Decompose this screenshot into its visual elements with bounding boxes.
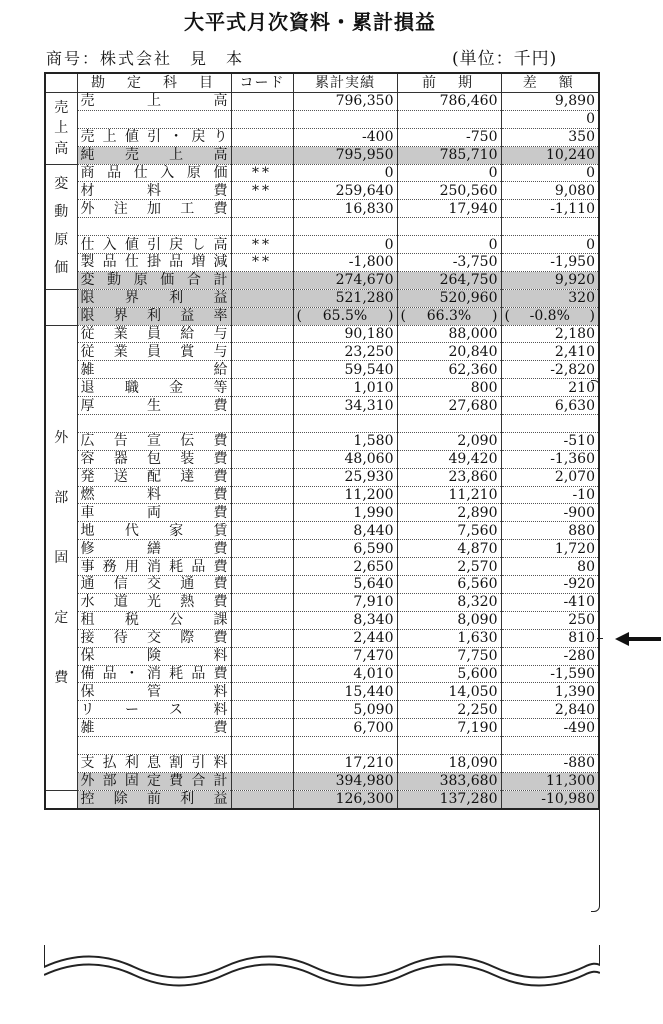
diff-value: 1,720 [501, 540, 599, 558]
table-row [45, 611, 599, 629]
actual-value: 4,010 [293, 665, 397, 683]
account-code [231, 772, 293, 790]
actual-value: 521,280 [293, 289, 397, 307]
prior-value: 49,420 [397, 450, 501, 468]
table-row [45, 415, 599, 433]
account-name [77, 737, 231, 755]
diff-value: -10,980 [501, 790, 599, 808]
prior-value: 2,890 [397, 504, 501, 522]
table-row [45, 307, 599, 325]
prior-value: -3,750 [397, 254, 501, 272]
diff-value-text: -0.8% [529, 308, 570, 325]
diff-value: 2,840 [501, 701, 599, 719]
account-name: 変動原価合計 [77, 271, 231, 289]
prior-value: ( 66.3% ) [397, 307, 501, 325]
account-code [231, 415, 293, 433]
account-code [231, 558, 293, 576]
account-name: 材料費 [77, 182, 231, 200]
account-code: ** [231, 236, 293, 254]
account-code [231, 611, 293, 629]
header-diff: 差 額 [501, 73, 599, 93]
account-code: ** [231, 164, 293, 182]
diff-value: -880 [501, 754, 599, 772]
diff-value: 11,300 [501, 772, 599, 790]
prior-value: 383,680 [397, 772, 501, 790]
account-code [231, 719, 293, 737]
diff-value: 0 [501, 110, 599, 128]
diff-value [501, 415, 599, 433]
actual-value: 5,090 [293, 701, 397, 719]
actual-value: 11,200 [293, 486, 397, 504]
actual-value: ( 65.5% ) [293, 307, 397, 325]
actual-value: 15,440 [293, 683, 397, 701]
actual-value: 126,300 [293, 790, 397, 808]
prior-value: 7,560 [397, 522, 501, 540]
prior-value: 800 [397, 379, 501, 397]
table-row [45, 164, 599, 182]
actual-value: 2,650 [293, 558, 397, 576]
account-code [231, 486, 293, 504]
diff-value: 880 [501, 522, 599, 540]
prior-value: 8,320 [397, 593, 501, 611]
account-name: 従業員賞与 [77, 343, 231, 361]
actual-value: 17,210 [293, 754, 397, 772]
prior-value: 520,960 [397, 289, 501, 307]
table-row [45, 289, 599, 307]
account-name: 水道光熱費 [77, 593, 231, 611]
actual-value: 7,910 [293, 593, 397, 611]
actual-value: 90,180 [293, 325, 397, 343]
prior-value: 7,750 [397, 647, 501, 665]
account-name: 燃料費 [77, 486, 231, 504]
account-code [231, 522, 293, 540]
table-row [45, 504, 599, 522]
actual-value: 795,950 [293, 146, 397, 164]
account-name: 備品・消耗品費 [77, 665, 231, 683]
prior-value: 2,570 [397, 558, 501, 576]
header-code: コード [231, 73, 293, 93]
account-name: 製品仕掛品増減 [77, 254, 231, 272]
account-name: 外部固定費合計 [77, 772, 231, 790]
table-row [45, 128, 599, 146]
diff-value: 320 [501, 289, 599, 307]
prior-value: 5,600 [397, 665, 501, 683]
table-row [45, 146, 599, 164]
company-name: 商号：株式会社 見 本 [46, 49, 245, 68]
diff-value: 6,630 [501, 397, 599, 415]
prior-value: -750 [397, 128, 501, 146]
actual-value: 34,310 [293, 397, 397, 415]
actual-value: 5,640 [293, 576, 397, 594]
account-code [231, 665, 293, 683]
account-name: 接待交際費 [77, 629, 231, 647]
actual-value: 16,830 [293, 200, 397, 218]
diff-value: 1,390 [501, 683, 599, 701]
table-row [45, 361, 599, 379]
account-code [231, 540, 293, 558]
diff-value: -490 [501, 719, 599, 737]
actual-value: 1,010 [293, 379, 397, 397]
diff-value: -1,110 [501, 200, 599, 218]
account-name: 地代家賃 [77, 522, 231, 540]
left-arrow-icon [615, 629, 661, 649]
table-row [45, 182, 599, 200]
actual-value: 8,440 [293, 522, 397, 540]
table-row [45, 593, 599, 611]
diff-value: -1,590 [501, 665, 599, 683]
account-name: 売上高 [77, 93, 231, 111]
account-name: 租税公課 [77, 611, 231, 629]
account-code [231, 450, 293, 468]
account-code [231, 647, 293, 665]
actual-value: 796,350 [293, 93, 397, 111]
prior-value: 785,710 [397, 146, 501, 164]
diff-value: 9,890 [501, 93, 599, 111]
diff-value: 250 [501, 611, 599, 629]
actual-value: 274,670 [293, 271, 397, 289]
table-row [45, 343, 599, 361]
actual-value: 1,580 [293, 432, 397, 450]
account-name: 修繕費 [77, 540, 231, 558]
diff-value: 2,180 [501, 325, 599, 343]
actual-value [293, 110, 397, 128]
account-name: 純売上高 [77, 146, 231, 164]
prior-value: 264,750 [397, 271, 501, 289]
table-row [45, 432, 599, 450]
account-code [231, 146, 293, 164]
account-code [231, 790, 293, 808]
diff-value: 0 [501, 164, 599, 182]
prior-value: 88,000 [397, 325, 501, 343]
account-name: 限界利益 [77, 289, 231, 307]
actual-value: 6,700 [293, 719, 397, 737]
table-row [45, 754, 599, 772]
diff-value: 10,240 [501, 146, 599, 164]
actual-value [293, 415, 397, 433]
diff-value: ( -0.8% ) [501, 307, 599, 325]
actual-value: 1,990 [293, 504, 397, 522]
right-brace-icon [591, 380, 600, 912]
account-name: 厚生費 [77, 397, 231, 415]
prior-value: 18,090 [397, 754, 501, 772]
prior-value: 2,250 [397, 701, 501, 719]
actual-value: -1,800 [293, 254, 397, 272]
table-row [45, 379, 599, 397]
account-name: 外注加工費 [77, 200, 231, 218]
account-code [231, 593, 293, 611]
actual-value: 259,640 [293, 182, 397, 200]
table-row [45, 665, 599, 683]
table-row [45, 683, 599, 701]
account-code [231, 737, 293, 755]
actual-value: 25,930 [293, 468, 397, 486]
account-name: 売上値引・戻り [77, 128, 231, 146]
actual-value: 7,470 [293, 647, 397, 665]
prior-value [397, 415, 501, 433]
diff-value: -920 [501, 576, 599, 594]
account-name: 商品仕入原価 [77, 164, 231, 182]
diff-value: 9,920 [501, 271, 599, 289]
actual-value: -400 [293, 128, 397, 146]
account-code [231, 307, 293, 325]
actual-value [293, 737, 397, 755]
profit-loss-table [44, 72, 600, 810]
diff-value: 2,070 [501, 468, 599, 486]
account-name [77, 415, 231, 433]
prior-value: 27,680 [397, 397, 501, 415]
prior-value: 250,560 [397, 182, 501, 200]
table-row [45, 254, 599, 272]
section-label: 外 部 固 定 費 [45, 325, 77, 790]
actual-value: 59,540 [293, 361, 397, 379]
table-row [45, 576, 599, 594]
diff-value: -10 [501, 486, 599, 504]
actual-value-text: 65.5% [322, 308, 368, 325]
prior-value: 0 [397, 236, 501, 254]
table-row [45, 629, 599, 647]
page-title: 大平式月次資料・累計損益 [184, 10, 436, 34]
account-code: ** [231, 182, 293, 200]
account-name: 車両費 [77, 504, 231, 522]
account-code [231, 361, 293, 379]
account-name: 保険料 [77, 647, 231, 665]
account-code [231, 271, 293, 289]
account-code [231, 397, 293, 415]
prior-value: 4,870 [397, 540, 501, 558]
prior-value: 6,560 [397, 576, 501, 594]
account-name: 限界利益率 [77, 307, 231, 325]
header-row [45, 73, 599, 93]
account-name: 通信交通費 [77, 576, 231, 594]
table-row [45, 397, 599, 415]
account-code [231, 289, 293, 307]
account-name: 広告宣伝費 [77, 432, 231, 450]
account-code [231, 325, 293, 343]
section-label [45, 790, 77, 808]
account-name: 保管料 [77, 683, 231, 701]
account-code [231, 683, 293, 701]
table-row [45, 110, 599, 128]
diff-value [501, 737, 599, 755]
table-body [45, 93, 599, 809]
account-name [77, 110, 231, 128]
account-code [231, 629, 293, 647]
account-code [231, 576, 293, 594]
diff-value: 810 [501, 629, 599, 647]
account-code [231, 379, 293, 397]
actual-value: 48,060 [293, 450, 397, 468]
table-row [45, 719, 599, 737]
diff-value: -900 [501, 504, 599, 522]
prior-value [397, 218, 501, 236]
account-code [231, 128, 293, 146]
table-row [45, 218, 599, 236]
account-name: 雑給 [77, 361, 231, 379]
unit-label: (単位：千円) [452, 49, 558, 69]
account-code [231, 468, 293, 486]
table-row [45, 558, 599, 576]
actual-value: 0 [293, 236, 397, 254]
account-name: リース料 [77, 701, 231, 719]
diff-value: 80 [501, 558, 599, 576]
header-prior: 前 期 [397, 73, 501, 93]
right-brace-tip [597, 638, 603, 639]
prior-value: 1,630 [397, 629, 501, 647]
prior-value: 2,090 [397, 432, 501, 450]
account-code [231, 93, 293, 111]
actual-value: 0 [293, 164, 397, 182]
account-code: ** [231, 254, 293, 272]
prior-value: 62,360 [397, 361, 501, 379]
account-code [231, 218, 293, 236]
actual-value: 2,440 [293, 629, 397, 647]
actual-value: 23,250 [293, 343, 397, 361]
prior-value: 137,280 [397, 790, 501, 808]
prior-value-text: 66.3% [426, 308, 472, 325]
table-row [45, 325, 599, 343]
table-row [45, 468, 599, 486]
diff-value: 350 [501, 128, 599, 146]
table-row [45, 486, 599, 504]
table-row [45, 450, 599, 468]
prior-value: 17,940 [397, 200, 501, 218]
diff-value: 0 [501, 236, 599, 254]
account-name [77, 218, 231, 236]
section-label [45, 289, 77, 325]
account-code [231, 200, 293, 218]
account-name: 退職金等 [77, 379, 231, 397]
header-account: 勘 定 科 目 [77, 73, 231, 93]
account-name: 発送配達費 [77, 468, 231, 486]
account-name: 雑費 [77, 719, 231, 737]
actual-value: 8,340 [293, 611, 397, 629]
table-row [45, 271, 599, 289]
prior-value: 7,190 [397, 719, 501, 737]
actual-value: 6,590 [293, 540, 397, 558]
account-name: 支払利息割引料 [77, 754, 231, 772]
diff-value: -510 [501, 432, 599, 450]
account-name: 容器包装費 [77, 450, 231, 468]
account-name: 事務用消耗品費 [77, 558, 231, 576]
table-row [45, 522, 599, 540]
prior-value: 14,050 [397, 683, 501, 701]
account-name: 控除前利益 [77, 790, 231, 808]
prior-value: 23,860 [397, 468, 501, 486]
account-name: 仕入値引戻し高 [77, 236, 231, 254]
table-row [45, 737, 599, 755]
diff-value: -1,950 [501, 254, 599, 272]
diff-value: -2,820 [501, 361, 599, 379]
table-row [45, 647, 599, 665]
table-row [45, 93, 599, 111]
diff-value: 9,080 [501, 182, 599, 200]
diff-value [501, 218, 599, 236]
prior-value: 0 [397, 164, 501, 182]
account-code [231, 754, 293, 772]
diff-value: 2,410 [501, 343, 599, 361]
account-code [231, 504, 293, 522]
account-code [231, 110, 293, 128]
table-row [45, 790, 599, 808]
table-row [45, 200, 599, 218]
table-row [45, 236, 599, 254]
prior-value [397, 737, 501, 755]
diff-value: 210 [501, 379, 599, 397]
prior-value: 11,210 [397, 486, 501, 504]
prior-value: 786,460 [397, 93, 501, 111]
actual-value: 394,980 [293, 772, 397, 790]
account-name: 従業員給与 [77, 325, 231, 343]
account-code [231, 701, 293, 719]
actual-value [293, 218, 397, 236]
table-row [45, 701, 599, 719]
section-label: 変 動 原 価 [45, 164, 77, 289]
diff-value: -280 [501, 647, 599, 665]
section-header-cell [45, 73, 77, 93]
diff-value: -1,360 [501, 450, 599, 468]
table-row [45, 540, 599, 558]
diff-value: -410 [501, 593, 599, 611]
account-code [231, 343, 293, 361]
header-actual: 累計実績 [293, 73, 397, 93]
account-code [231, 432, 293, 450]
section-label: 売 上 高 [45, 93, 77, 165]
prior-value: 8,090 [397, 611, 501, 629]
prior-value [397, 110, 501, 128]
prior-value: 20,840 [397, 343, 501, 361]
torn-edge [44, 945, 600, 1005]
table-row [45, 772, 599, 790]
